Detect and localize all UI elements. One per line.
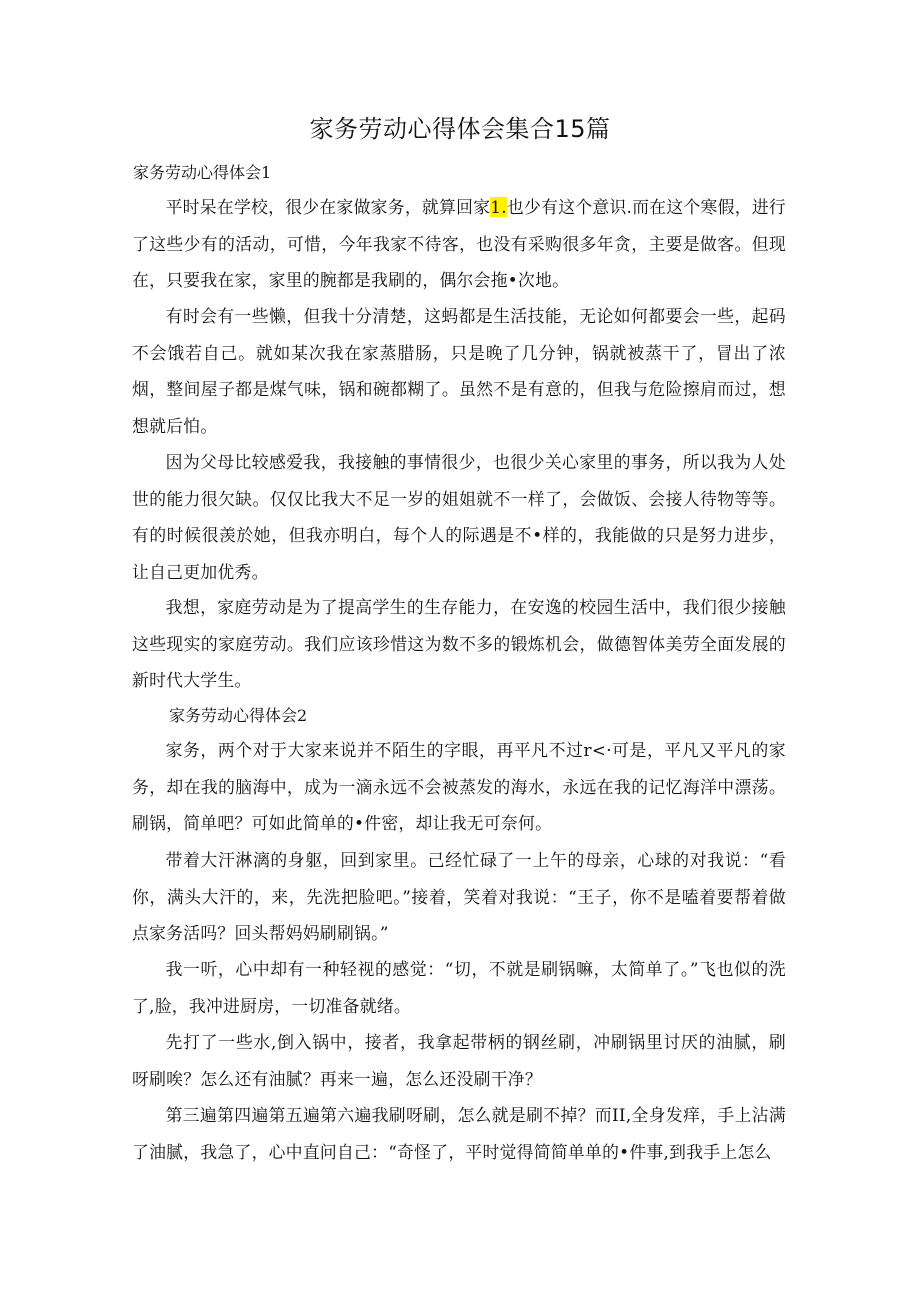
paragraph: 带着大汗淋漓的身躯，回到家里。己经忙碌了一上午的母亲，心球的对我说：“看你，满头大汗的，来，先洗把脸吧。”接着，笑着对我说：“王子，你不是嗑着要帮着做点家务活吗？回头帮妈妈刷刷锅。”	[132, 850, 786, 943]
paragraph: 我一听，心中却有一种轻视的感觉：“切，不就是刷锅嘛，太简单了。”飞也似的洗了,脸，我冲进厨房，一切准备就绪。	[132, 959, 786, 1016]
page-title: 家务劳动心得体会集合15篇	[309, 115, 611, 143]
section-heading-1: 家务劳动心得体会1	[133, 163, 272, 182]
paragraph: 我想，家庭劳动是为了提高学生的生存能力，在安逸的校园生活中，我们很少接触这些现实的家庭劳动。我们应该珍惜这为数不多的锻炼机会，做德智体美劳全面发展的新时代大学生。	[132, 597, 786, 690]
paragraph: 因为父母比较感爱我，我接触的事情很少，也很少关心家里的事务，所以我为人处世的能力很欠缺。仅仅比我大不足一岁的姐姐就不一样了，会做饭、会接人待物等等。有的时候很羡於她，但我亦明白，每个人的际遇是不•样的，我能做的只是努力进步，让自己更加优秀。	[132, 452, 786, 582]
paragraph: 家务，两个对于大家来说并不陌生的字眼，再平凡不过r<·可是，平凡又平凡的家务，却在我的脑海中，成为一滴永远不会被蒸发的海水，永远在我的记忆海洋中漂荡。刷锅，简单吧？可如此简单的•件密，却让我无可奈何。	[132, 740, 786, 833]
paragraph-text: 平时呆在学校，很少在家做家务，就算回家	[165, 197, 491, 217]
paragraph: 第三遍第四遍第五遍第六遍我刷呀刷，怎么就是刷不掉？而II,全身发痒，手上沾满了油腻，我急了，心中直问自己：“奇怪了，平时觉得简简单单的•件事,到我手上怎么	[132, 1105, 786, 1162]
highlighted-text: 1.	[490, 197, 507, 217]
section-heading-2: 家务劳动心得体会2	[169, 706, 308, 725]
paragraph	[132, 189, 786, 299]
paragraph: 先打了一些水,倒入锅中，接者，我拿起带柄的钢丝刷，冲刷锅里讨厌的油腻，刷呀刷唉？怎么还有油腻？再来一遍，怎么还没刷干净？	[132, 1032, 786, 1089]
paragraph: 有时会有一些懒，但我十分清楚，这蚂都是生活技能，无论如何都要会一些，起码不会饿若自己。就如某次我在家蒸腊肠，只是晚了几分钟，锅就被蒸干了，冒出了浓烟，整间屋子都是煤气味，锅和碗都糊了。虽然不是有意的，但我与危险擦肩而过，想想就后怕。	[132, 306, 786, 436]
paragraph-text: 也少有这个意识.而在这个寒假，进行了这些少有的活动，可惜，今年我家不待客，也没有采购很多年贪，主要是做客。但现在，只要我在家，家里的腕都是我刷的，偶尔会拖•次地。	[132, 197, 786, 290]
